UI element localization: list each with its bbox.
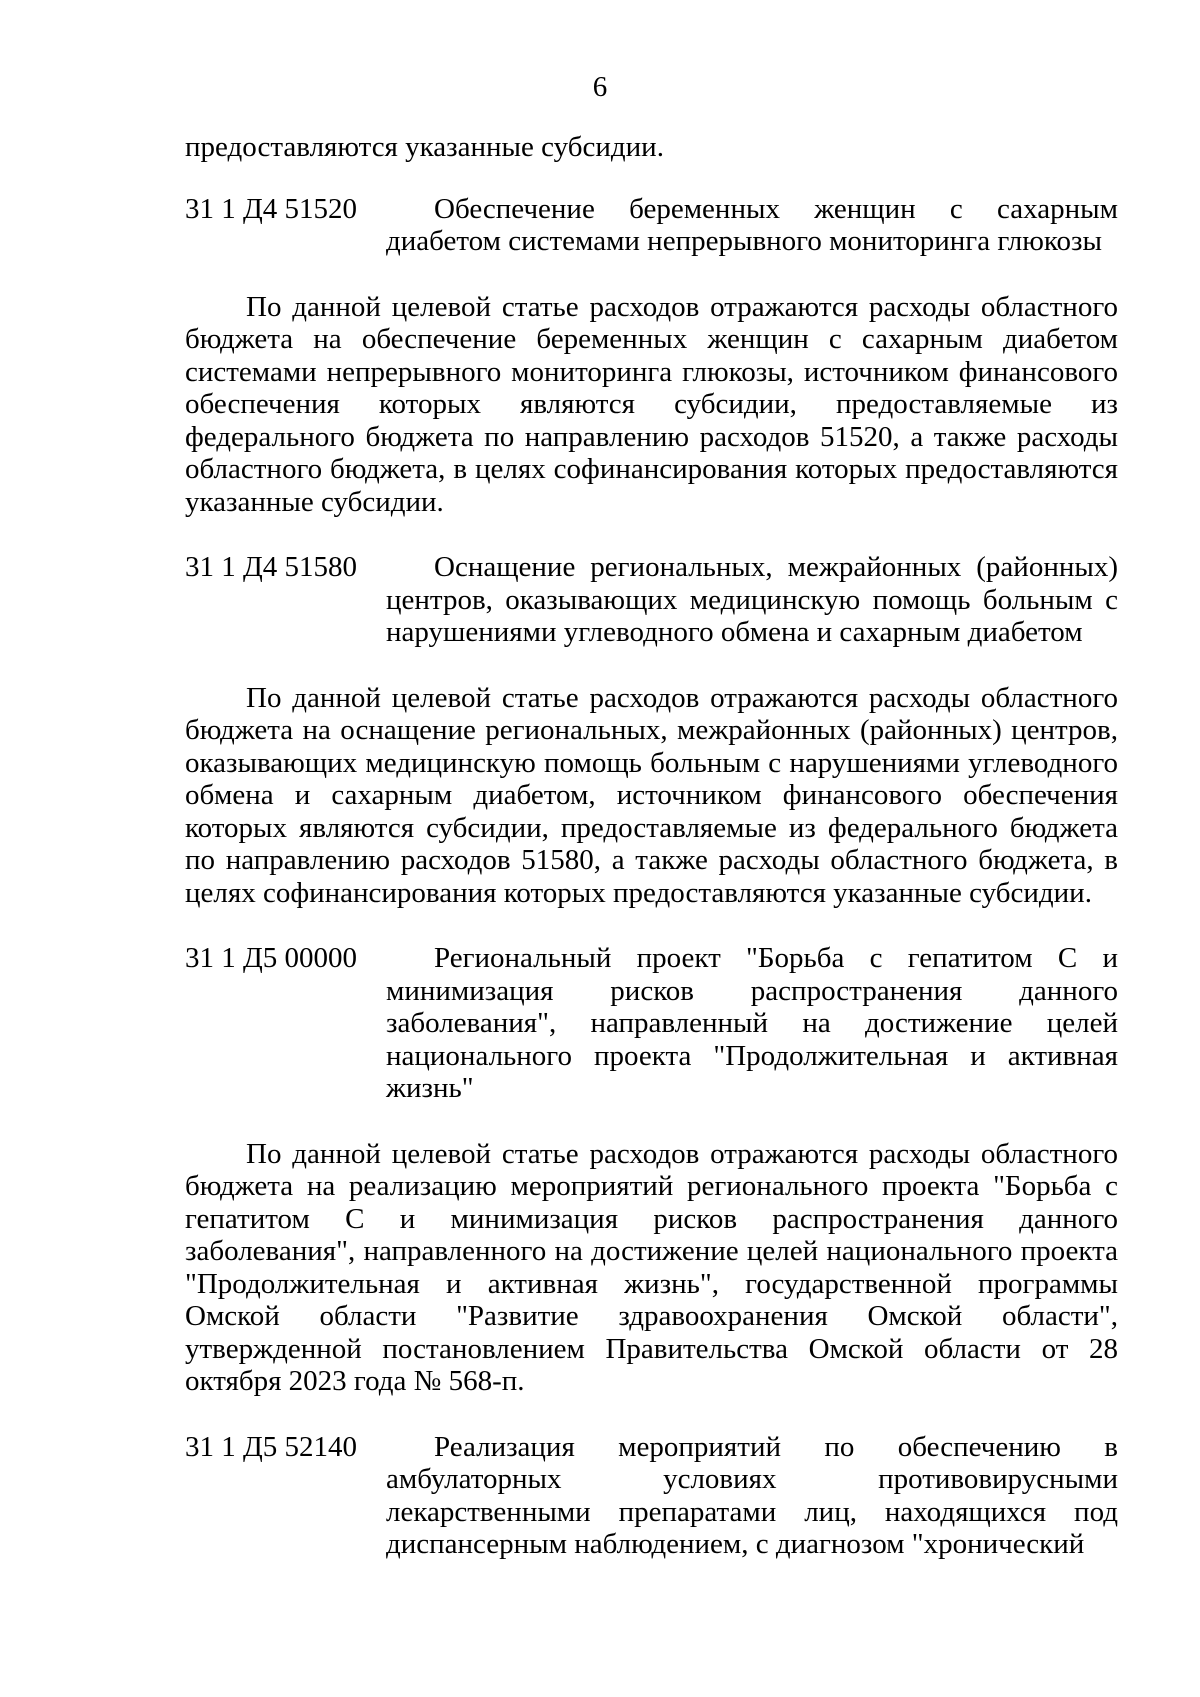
budget-code: 31 1 Д4 51580 [185, 551, 358, 583]
document-body [185, 131, 1118, 1561]
budget-article-title: Обеспечение беременных женщин с сахарным диабетом системами непрерывного мониторинга глюкозы [386, 192, 1118, 257]
budget-article-description: По данной целевой статье расходов отражаются расходы областного бюджета на обеспечение беременных женщин с сахарным диабетом системами непрерывного мониторинга глюкозы, источником финансового обеспечения которых являются субсидии, предоставляемые из федерального бюджета по направлению расходов 51520, а также расходы областного бюджета, в целях софинансирования которых предоставляются указанные субсидии. [185, 290, 1118, 518]
budget-code: 31 1 Д5 52140 [185, 1430, 358, 1463]
budget-article-title: Оснащение региональных, межрайонных (районных) центров, оказывающих медицинскую помощь больным с нарушениями углеводного обмена и сахарным диабетом [386, 551, 1118, 648]
budget-article-title: Региональный проект "Борьба с гепатитом С и минимизация рисков распространения данного заболевания", направленный на достижение целей национального проекта "Продолжительная и активная жизнь" [386, 942, 1118, 1104]
budget-article-heading [185, 193, 1118, 258]
continuation-text: предоставляются указанные субсидии. [185, 131, 664, 163]
budget-article-description: По данной целевой статье расходов отражаются расходы областного бюджета на реализацию мероприятий регионального проекта "Борьба с гепатитом С и минимизация рисков распространения данного заболевания", направленного на достижение целей национального проекта "Продолжительная и активная жизнь", государственной программы Омской области "Развитие здравоохранения Омской области", утвержденной постановлением Правительства Омской области от 28 октября 2023 года № 568-п. [185, 1137, 1118, 1397]
budget-code: 31 1 Д5 00000 [185, 942, 358, 974]
page-number: 6 [592, 71, 608, 103]
budget-code: 31 1 Д4 51520 [185, 192, 358, 225]
budget-article-description: По данной целевой статье расходов отражаются расходы областного бюджета на оснащение региональных, межрайонных (районных) центров, оказывающих медицинскую помощь больным с нарушениями углеводного обмена и сахарным диабетом, источником финансового обеспечения которых являются субсидии, предоставляемые из федерального бюджета по направлению расходов 51580, а также расходы областного бюджета, в целях софинансирования которых предоставляются указанные субсидии. [185, 681, 1118, 909]
budget-article-heading [185, 942, 1118, 1105]
budget-article-heading [185, 551, 1118, 649]
budget-article-heading [185, 1431, 1118, 1561]
budget-article-title: Реализация мероприятий по обеспечению в амбулаторных условиях противовирусными лекарственными препаратами лиц, находящихся под диспансерным наблюдением, с диагнозом "хронический [386, 1430, 1118, 1560]
